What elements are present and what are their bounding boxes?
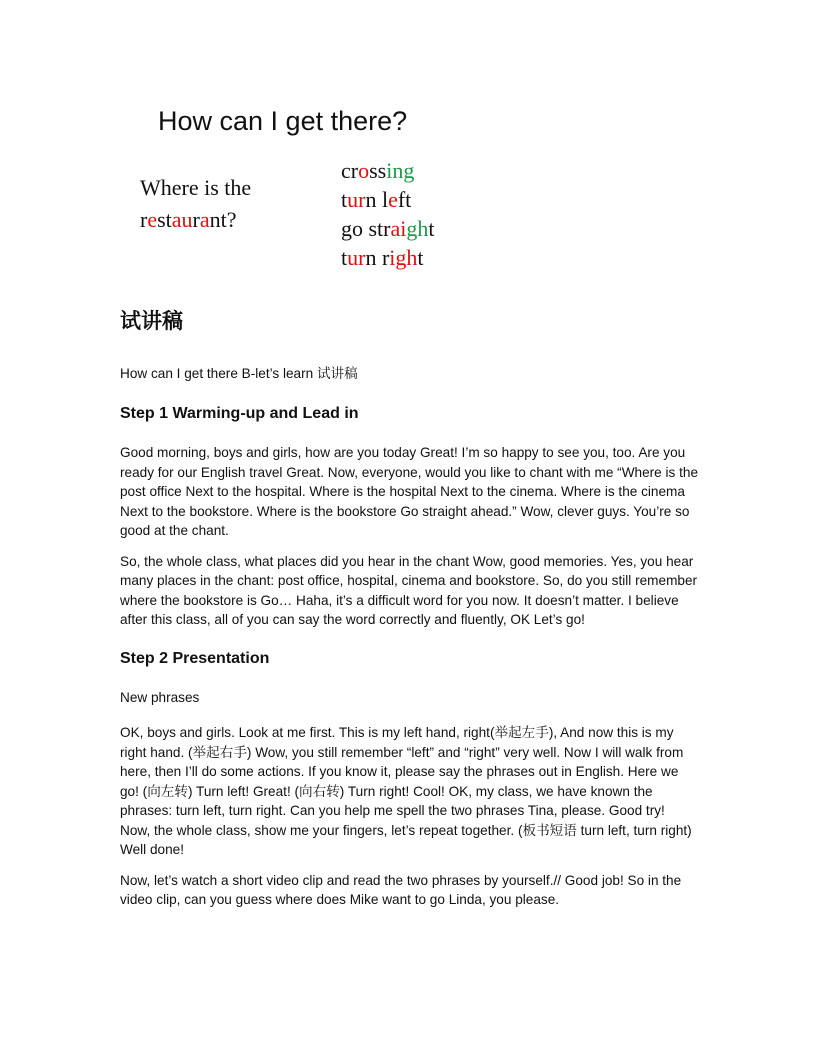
letter-segment: o	[358, 158, 370, 183]
letter-segment: ur	[347, 245, 366, 270]
blackboard-title: How can I get there?	[158, 106, 408, 136]
lesson-script	[120, 306, 698, 921]
letter-segment: gh	[406, 216, 429, 241]
letter-segment: n l	[365, 187, 389, 212]
letter-segment: cr	[341, 158, 359, 183]
letter-segment: r	[192, 207, 200, 232]
question-line-2	[140, 204, 310, 236]
blackboard-phrases	[341, 156, 435, 272]
step-1-paragraph: Good morning, boys and girls, how are you today Great! I’m so happy to see you, too. Are you ready for our English travel Great. Now, everyone, would you like to chant with me “Where is the post office Next to the hospital. Where is the hospital Next to the cinema. Where is the cinema Next to the bookstore. Where is the bookstore Go straight ahead.” Wow, clever guys. You’re so good at the chant.	[120, 445, 698, 538]
letter-segment: au	[171, 207, 193, 232]
phrase-turn-right	[341, 243, 435, 272]
document-subtitle: How can I get there B-let’s learn 试讲稿	[120, 366, 358, 381]
step-1-heading: Step 1 Warming-up and Lead in	[120, 405, 359, 422]
letter-segment: igh	[389, 245, 418, 270]
letter-segment: r	[140, 207, 148, 232]
letter-segment: ft	[397, 187, 412, 212]
letter-segment: ss	[369, 158, 387, 183]
letter-segment: t	[428, 216, 435, 241]
blackboard-question	[140, 172, 310, 236]
step-2-paragraph: Now, let’s watch a short video clip and read the two phrases by yourself.// Good job! So in the video clip, can you guess where does Mike want to go Linda, you please.	[120, 872, 682, 907]
letter-segment: ur	[347, 187, 366, 212]
step-2-intro: New phrases	[120, 689, 200, 705]
letter-segment: go str	[341, 216, 391, 241]
letter-segment: e	[147, 207, 158, 232]
letter-segment: ing	[386, 158, 415, 183]
letter-segment: nt?	[209, 207, 237, 232]
step-2-paragraph: OK, boys and girls. Look at me first. This is my left hand, right(举起左手), And now this is my right hand. (举起右手) Wow, you still remember “left” and “right” very well. Now I will walk from here, then I’ll do some actions. If you know it, please say the phrases out in English. Here we go! (向左转) Turn left! Great! (向右转) Turn right! Cool! OK, my class, we have known the phrases: turn left, turn right. Can you help me spell the two phrases Tina, please. Good try! Now, the whole class, show me your fingers, let’s repeat together. (板书短语 turn left, turn right) Well done!	[120, 725, 692, 857]
step-1-paragraph: So, the whole class, what places did you hear in the chant Wow, good memories. Yes, you hear many places in the chant: post office, hospital, cinema and bookstore. So, do you still remember where the bookstore is Go… Haha, it’s a difficult word for you now. It doesn’t matter. I believe after this class, all of you can say the word correctly and fluently, OK Let’s go!	[120, 553, 698, 627]
letter-segment: t	[341, 187, 348, 212]
letter-segment: e	[388, 187, 398, 212]
letter-segment: n r	[365, 245, 390, 270]
step-2-heading: Step 2 Presentation	[120, 649, 270, 667]
phrase-crossing	[341, 156, 435, 185]
document-heading: 试讲稿	[120, 309, 183, 333]
letter-segment: t	[341, 245, 348, 270]
phrase-turn-left	[341, 185, 435, 214]
phrase-go-straight	[341, 214, 435, 243]
letter-segment: a	[199, 207, 210, 232]
letter-segment: st	[157, 207, 172, 232]
question-line-1: Where is the	[140, 175, 252, 200]
letter-segment: ai	[390, 216, 407, 241]
letter-segment: t	[417, 245, 424, 270]
